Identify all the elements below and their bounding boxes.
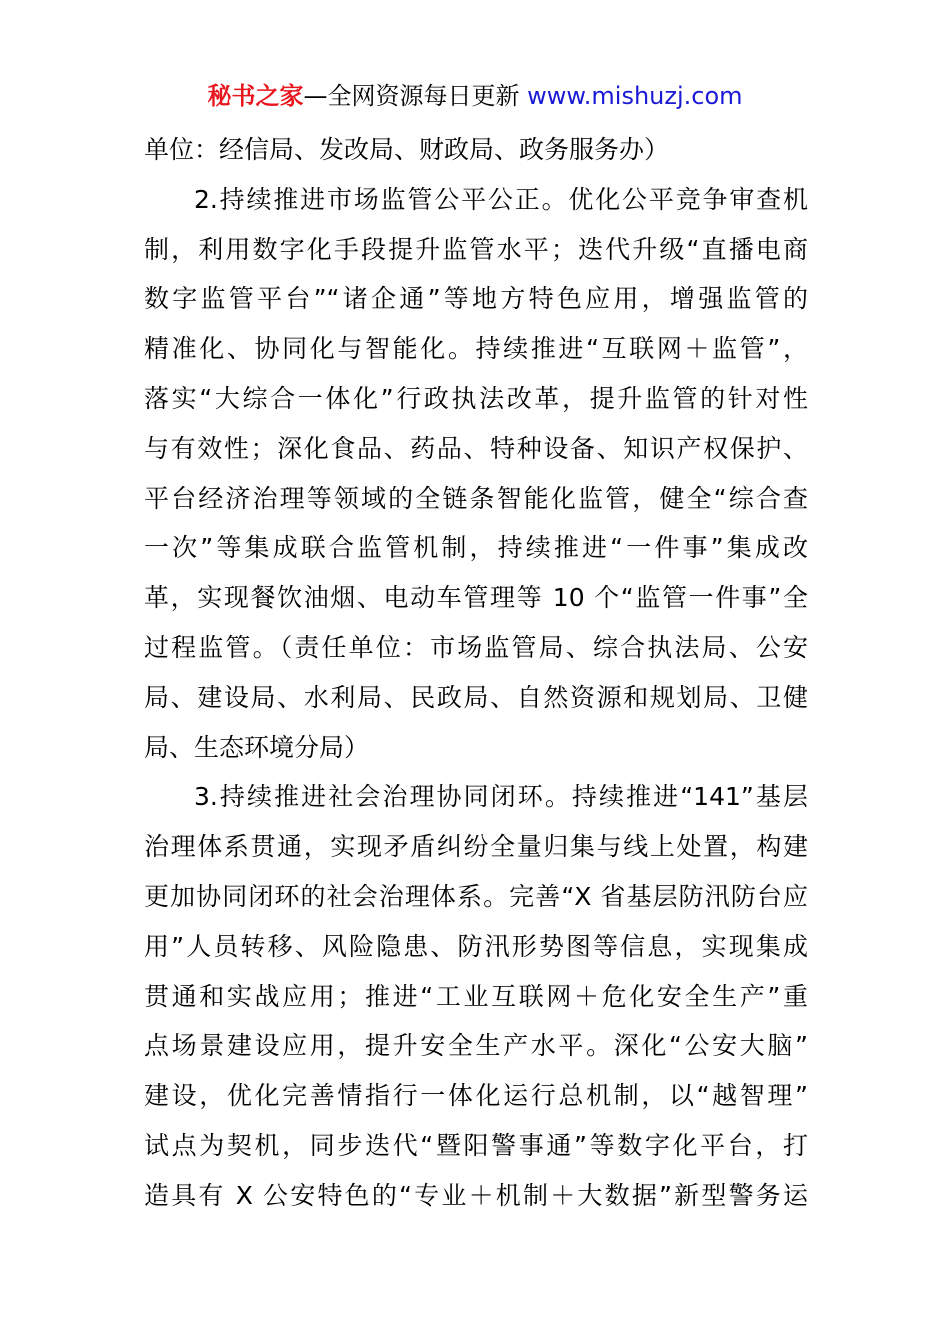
document-body <box>144 125 808 1221</box>
paragraph-start-line: 3.持续推进社会治理协同闭环。持续推进“141”基层 <box>194 782 808 812</box>
page-header <box>0 80 950 112</box>
text-line: 与有效性；深化食品、药品、特种设备、知识产权保护、 <box>144 433 808 463</box>
text-line: 点场景建设应用，提升安全生产水平。深化“公安大脑” <box>144 1031 808 1061</box>
text-line: 用”人员转移、风险隐患、防汛形势图等信息，实现集成 <box>144 931 808 961</box>
text-line: 更加协同闭环的社会治理体系。完善“X 省基层防汛防台应 <box>144 881 808 911</box>
site-url[interactable]: www.mishuzj.com <box>527 82 743 110</box>
text-line: 造具有 X 公安特色的“专业＋机制＋大数据”新型警务运 <box>144 1180 808 1210</box>
text-line: 制，利用数字化手段提升监管水平；迭代升级“直播电商 <box>144 234 808 264</box>
text-line: 精准化、协同化与智能化。持续推进“互联网＋监管”， <box>144 334 808 364</box>
text-line: 治理体系贯通，实现矛盾纠纷全量归集与线上处置，构建 <box>144 832 808 862</box>
text-line: 落实“大综合一体化”行政执法改革，提升监管的针对性 <box>144 383 808 413</box>
text-line: 局、建设局、水利局、民政局、自然资源和规划局、卫健 <box>144 682 808 712</box>
text-line: 贯通和实战应用；推进“工业互联网＋危化安全生产”重 <box>144 981 808 1011</box>
text-line: 建设，优化完善情指行一体化运行总机制，以“越智理” <box>144 1081 808 1111</box>
header-tagline: —全网资源每日更新 <box>303 82 528 110</box>
text-line: 过程监管。（责任单位：市场监管局、综合执法局、公安 <box>144 632 808 662</box>
text-line: 单位：经信局、发改局、财政局、政务服务办） <box>144 135 670 164</box>
text-line: 一次”等集成联合监管机制，持续推进“一件事”集成改 <box>144 533 808 563</box>
brand-name: 秘书之家 <box>207 82 304 110</box>
paragraph-start-line: 2.持续推进市场监管公平公正。优化公平竞争审查机 <box>194 184 808 214</box>
text-line: 平台经济治理等领域的全链条智能化监管，健全“综合查 <box>144 483 808 513</box>
text-line: 革，实现餐饮油烟、电动车管理等 10 个“监管一件事”全 <box>144 583 808 613</box>
text-line: 试点为契机，同步迭代“暨阳警事通”等数字化平台，打 <box>144 1130 808 1160</box>
text-line: 局、生态环境分局） <box>144 732 370 762</box>
text-line: 数字监管平台”“诸企通”等地方特色应用，增强监管的 <box>144 284 808 314</box>
